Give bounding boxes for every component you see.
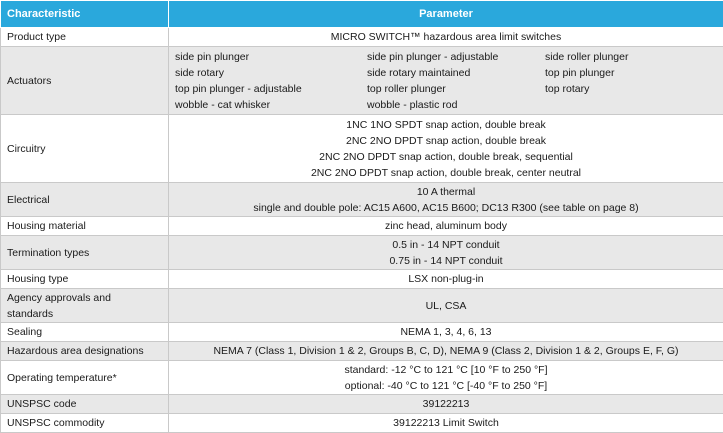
- value-line: optional: -40 °C to 121 °C [-40 °F to 250 °F]: [175, 378, 717, 394]
- list-item: top roller plunger: [367, 81, 545, 97]
- row-value: [169, 115, 723, 183]
- list-item: side pin plunger - adjustable: [367, 49, 545, 65]
- actuators-column-3: [545, 49, 715, 113]
- row-value: LSX non-plug-in: [169, 270, 723, 289]
- label-line: Agency approvals and: [7, 290, 162, 306]
- row-value: UL, CSA: [169, 289, 723, 323]
- row-value: zinc head, aluminum body: [169, 217, 723, 236]
- table-row-product-type: [1, 28, 723, 47]
- table-row-unspsc-code: [1, 395, 723, 414]
- value-line: single and double pole: AC15 A600, AC15 B600; DC13 R300 (see table on page 8): [175, 200, 717, 216]
- header-row: [1, 1, 723, 28]
- actuators-column-1: [175, 49, 367, 113]
- row-label: Actuators: [1, 47, 169, 115]
- row-label: Product type: [1, 28, 169, 47]
- row-value: 39122213: [169, 395, 723, 414]
- value-line: standard: -12 °C to 121 °C [10 °F to 250 °F]: [175, 362, 717, 378]
- value-line: 1NC 1NO SPDT snap action, double break: [175, 117, 717, 133]
- list-item: wobble - cat whisker: [175, 97, 367, 113]
- value-line: 2NC 2NO DPDT snap action, double break: [175, 133, 717, 149]
- table-row-unspsc-commodity: [1, 414, 723, 433]
- row-value: MICRO SWITCH™ hazardous area limit switches: [169, 28, 723, 47]
- value-line: 0.5 in - 14 NPT conduit: [175, 237, 717, 253]
- table-row-sealing: [1, 323, 723, 342]
- table-row-housing-material: [1, 217, 723, 236]
- actuators-grid: [169, 47, 723, 115]
- value-line: 2NC 2NO DPDT snap action, double break, sequential: [175, 149, 717, 165]
- row-label: Sealing: [1, 323, 169, 342]
- list-item: side rotary maintained: [367, 65, 545, 81]
- value-line: 2NC 2NO DPDT snap action, double break, center neutral: [175, 165, 717, 181]
- table-row-electrical: [1, 183, 723, 217]
- header-characteristic: Characteristic: [1, 1, 169, 28]
- actuators-column-2: [367, 49, 545, 113]
- value-line: 10 A thermal: [175, 184, 717, 200]
- row-value: NEMA 1, 3, 4, 6, 13: [169, 323, 723, 342]
- list-item: side rotary: [175, 65, 367, 81]
- table-row-actuators: [1, 47, 723, 115]
- row-label: [1, 289, 169, 323]
- table-row-agency: [1, 289, 723, 323]
- row-label: Housing material: [1, 217, 169, 236]
- table-row-housing-type: [1, 270, 723, 289]
- header-parameter: Parameter: [169, 1, 723, 28]
- list-item: side pin plunger: [175, 49, 367, 65]
- row-label: UNSPSC commodity: [1, 414, 169, 433]
- row-value: [169, 361, 723, 395]
- list-item: top pin plunger - adjustable: [175, 81, 367, 97]
- list-item: top pin plunger: [545, 65, 715, 81]
- row-label: Termination types: [1, 236, 169, 270]
- label-line: standards: [7, 306, 162, 322]
- value-line: 0.75 in - 14 NPT conduit: [175, 253, 717, 269]
- list-item: wobble - plastic rod: [367, 97, 545, 113]
- row-label: Electrical: [1, 183, 169, 217]
- table-row-circuitry: [1, 115, 723, 183]
- list-item: top rotary: [545, 81, 715, 97]
- row-label: UNSPSC code: [1, 395, 169, 414]
- row-value: 39122213 Limit Switch: [169, 414, 723, 433]
- list-item: side roller plunger: [545, 49, 715, 65]
- row-label: Housing type: [1, 270, 169, 289]
- row-value: NEMA 7 (Class 1, Division 1 & 2, Groups B, C, D), NEMA 9 (Class 2, Division 1 & 2, Groups E, F, G): [169, 342, 723, 361]
- row-value: [169, 183, 723, 217]
- row-label: Circuitry: [1, 115, 169, 183]
- table-row-operating-temperature: [1, 361, 723, 395]
- table-row-hazardous: [1, 342, 723, 361]
- row-label: Operating temperature*: [1, 361, 169, 395]
- row-label: Hazardous area designations: [1, 342, 169, 361]
- row-value: [169, 236, 723, 270]
- table-row-termination-types: [1, 236, 723, 270]
